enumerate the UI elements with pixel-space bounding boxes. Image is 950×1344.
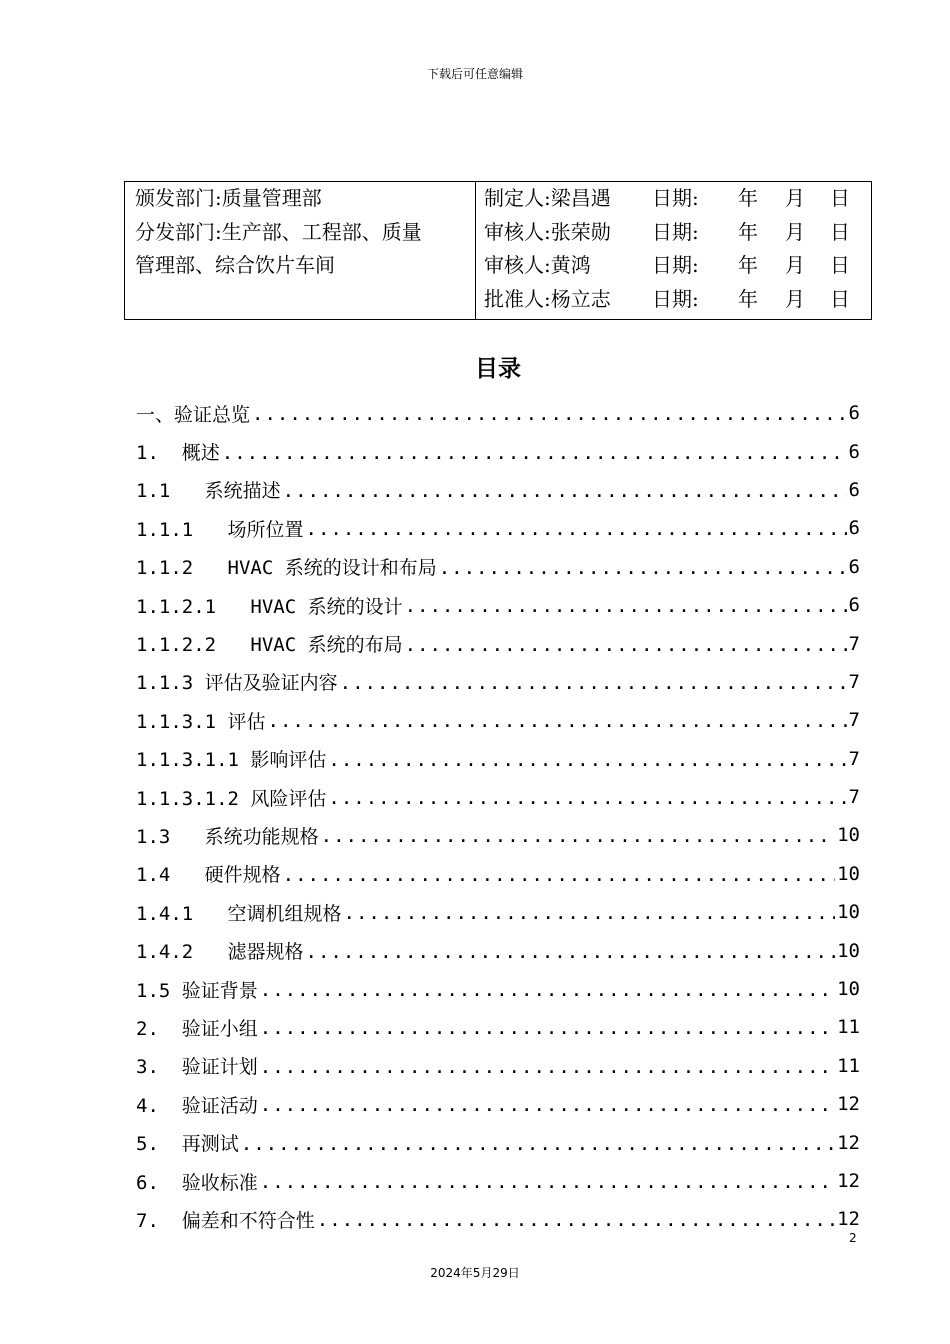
year-label: 年 (738, 286, 758, 311)
toc-title: 目录 (475, 356, 521, 382)
toc-entry[interactable] (136, 778, 860, 816)
signature-row (484, 182, 871, 216)
toc-entry-page: 6 (848, 594, 860, 617)
signature-cell (476, 182, 871, 319)
toc-entry-page: 6 (848, 478, 860, 501)
toc-entry-label (136, 592, 403, 619)
toc-entry[interactable] (136, 1008, 860, 1046)
toc-leader-dots (344, 900, 836, 924)
issue-table (124, 181, 872, 320)
day-label: 日 (830, 219, 850, 244)
toc-entry-page: 10 (837, 901, 860, 924)
toc-entry-number: 1.4 (136, 864, 205, 887)
toc-entry-page: 10 (837, 978, 860, 1001)
date-label: 日期: (652, 186, 699, 210)
toc-entry-label (136, 976, 258, 1003)
toc-entry-text: 验收标准 (181, 1171, 258, 1194)
footer-date: 2024年5月29日 (430, 1266, 520, 1280)
toc-entry-label (136, 1168, 258, 1195)
date-label: 日期: (652, 253, 699, 277)
toc-entry-page: 7 (848, 670, 860, 693)
toc-entry-text: 系统功能规格 (204, 825, 319, 848)
toc-entry-label (136, 784, 326, 811)
toc-entry[interactable] (136, 509, 860, 547)
toc-entry-label (136, 476, 281, 503)
toc-entry-text: 空调机组规格 (227, 902, 342, 925)
toc-entry-text: 影响评估 (250, 749, 327, 772)
toc-entry-label (136, 400, 250, 427)
signature-role: 审核人:张荣勋 (484, 219, 611, 244)
toc-entry[interactable] (136, 931, 860, 969)
toc-entry-text: 一、验证总览 (136, 403, 251, 426)
toc-entry-text: 硬件规格 (204, 864, 281, 887)
toc-leader-dots (321, 823, 835, 847)
month-label: 月 (785, 253, 805, 277)
toc-entry-label (136, 899, 342, 926)
toc-entry[interactable] (136, 701, 860, 739)
toc-leader-dots (283, 862, 835, 886)
table-of-contents (136, 394, 860, 1239)
toc-entry-number: 1. (136, 442, 182, 465)
signature-row (484, 249, 871, 283)
toc-leader-dots (306, 516, 847, 540)
toc-entry-number: 1.1.2 HVAC (136, 557, 285, 580)
toc-entry-label (136, 515, 304, 542)
toc-leader-dots (405, 632, 847, 656)
month-label: 月 (785, 286, 805, 311)
toc-leader-dots (439, 555, 847, 579)
toc-leader-dots (317, 1207, 835, 1231)
toc-entry[interactable] (136, 1085, 860, 1123)
date-label: 日期: (652, 286, 699, 311)
toc-entry-number: 1.4.2 (136, 941, 228, 964)
toc-entry[interactable] (136, 1047, 860, 1085)
toc-entry[interactable] (136, 893, 860, 931)
toc-entry[interactable] (136, 970, 860, 1008)
toc-entry-text: 评估及验证内容 (204, 672, 338, 695)
distribution-departments-line-1: 分发部门:生产部、工程部、质量 (135, 219, 422, 244)
toc-entry[interactable] (136, 586, 860, 624)
toc-entry[interactable] (136, 663, 860, 701)
toc-entry-label (136, 630, 403, 657)
toc-entry-label (136, 668, 338, 695)
toc-entry[interactable] (136, 740, 860, 778)
toc-entry-label (136, 745, 326, 772)
toc-entry-label (136, 822, 319, 849)
toc-entry-text: 再测试 (181, 1133, 239, 1156)
toc-leader-dots (268, 708, 847, 732)
toc-leader-dots (260, 1092, 835, 1116)
toc-entry-page: 10 (837, 939, 860, 962)
toc-entry[interactable] (136, 855, 860, 893)
toc-entry[interactable] (136, 624, 860, 662)
toc-entry-label (136, 1014, 258, 1041)
signature-role: 批准人:杨立志 (484, 286, 611, 311)
toc-entry-number: 1.1.2.1 HVAC (136, 595, 308, 618)
toc-entry[interactable] (136, 432, 860, 470)
toc-entry-number: 1.1.3.1 (136, 710, 228, 733)
toc-entry-number: 1.1.3.1.2 (136, 787, 251, 810)
toc-entry-text: 风险评估 (250, 787, 327, 810)
toc-leader-dots (252, 401, 847, 425)
toc-entry[interactable] (136, 471, 860, 509)
distribution-cell (125, 182, 476, 319)
month-label: 月 (785, 186, 805, 210)
toc-entry-page: 11 (837, 1016, 860, 1039)
issuing-department: 颁发部门:质量管理部 (135, 186, 322, 210)
toc-leader-dots (241, 1131, 835, 1155)
signature-row (484, 216, 871, 250)
month-label: 月 (785, 219, 805, 244)
toc-entry-number: 1.1.1 (136, 518, 228, 541)
toc-entry-page: 6 (848, 440, 860, 463)
toc-entry-label (136, 1091, 258, 1118)
toc-entry-page: 6 (848, 517, 860, 540)
distribution-departments-line-2: 管理部、综合饮片车间 (135, 253, 335, 277)
toc-entry-number: 1.4.1 (136, 902, 228, 925)
toc-entry-text: 验证背景 (181, 979, 258, 1002)
toc-leader-dots (306, 939, 836, 963)
toc-entry-page: 6 (848, 402, 860, 425)
toc-entry-text: 系统的设计 (307, 595, 403, 618)
toc-entry-text: 验证计划 (181, 1056, 258, 1079)
toc-entry-page: 10 (837, 862, 860, 885)
year-label: 年 (738, 219, 758, 244)
signature-row (484, 283, 871, 317)
toc-leader-dots (328, 785, 846, 809)
toc-entry-number: 1.3 (136, 825, 205, 848)
toc-entry-number: 4. (136, 1094, 182, 1117)
toc-leader-dots (283, 478, 847, 502)
day-label: 日 (830, 286, 850, 311)
toc-entry[interactable] (136, 816, 860, 854)
toc-entry-page: 6 (848, 555, 860, 578)
toc-entry[interactable] (136, 548, 860, 586)
toc-entry-text: 验证小组 (181, 1017, 258, 1040)
toc-leader-dots (260, 977, 835, 1001)
signature-role: 制定人:梁昌遇 (484, 186, 611, 210)
page-number: 2 (849, 1231, 857, 1245)
toc-entry[interactable] (136, 1200, 860, 1238)
date-label: 日期: (652, 219, 699, 244)
toc-entry-page: 7 (848, 632, 860, 655)
toc-leader-dots (340, 670, 847, 694)
toc-entry-page: 10 (837, 824, 860, 847)
toc-entry-label (136, 553, 437, 580)
toc-entry-number: 3. (136, 1056, 182, 1079)
toc-entry-text: 场所位置 (227, 518, 304, 541)
toc-entry-number: 1.1.2.2 HVAC (136, 634, 308, 657)
toc-entry-number: 1.5 (136, 979, 182, 1002)
toc-entry-page: 12 (837, 1170, 860, 1192)
toc-leader-dots (405, 593, 847, 617)
toc-entry-page: 12 (837, 1208, 860, 1231)
toc-entry[interactable] (136, 394, 860, 432)
signature-role: 审核人:黄鸿 (484, 253, 591, 277)
day-label: 日 (830, 253, 850, 277)
toc-entry-page: 11 (837, 1054, 860, 1077)
toc-entry-text: 评估 (227, 710, 266, 733)
toc-entry-label (136, 1206, 315, 1233)
toc-entry-label (136, 937, 304, 964)
toc-entry-number: 1.1.3.1.1 (136, 749, 251, 772)
toc-entry-text: 系统的设计和布局 (284, 557, 437, 580)
toc-entry-number: 7. (136, 1209, 182, 1232)
toc-entry-number: 2. (136, 1017, 182, 1040)
toc-entry-number: 1.1 (136, 480, 205, 503)
toc-entry-page: 7 (848, 747, 860, 770)
toc-entry-label (136, 860, 281, 887)
toc-entry-text: 偏差和不符合性 (181, 1209, 315, 1232)
toc-entry-page: 12 (837, 1093, 860, 1116)
toc-entry-label (136, 1052, 258, 1079)
toc-entry-page: 7 (848, 709, 860, 732)
year-label: 年 (738, 186, 758, 210)
toc-entry-text: 系统描述 (204, 480, 281, 503)
day-label: 日 (830, 186, 850, 210)
toc-entry-label (136, 707, 266, 734)
toc-entry-text: 概述 (181, 442, 220, 465)
toc-entry-label (136, 438, 220, 465)
toc-entry-text: 滤器规格 (227, 941, 304, 964)
toc-entry-label (136, 1129, 239, 1156)
toc-entry-number: 6. (136, 1171, 182, 1194)
toc-entry-number: 5. (136, 1133, 182, 1156)
toc-leader-dots (222, 440, 847, 464)
toc-entry[interactable] (136, 1123, 860, 1161)
toc-entry[interactable] (136, 1162, 860, 1200)
year-label: 年 (738, 253, 758, 277)
toc-entry-text: 系统的布局 (307, 634, 403, 657)
toc-entry-page: 12 (837, 1131, 860, 1154)
toc-leader-dots (260, 1169, 835, 1193)
toc-entry-text: 验证活动 (181, 1094, 258, 1117)
header-note: 下载后可任意编辑 (426, 67, 523, 81)
toc-leader-dots (260, 1015, 835, 1039)
toc-entry-number: 1.1.3 (136, 672, 205, 695)
toc-entry-page: 7 (848, 786, 860, 809)
toc-leader-dots (260, 1054, 835, 1078)
toc-leader-dots (328, 747, 846, 771)
